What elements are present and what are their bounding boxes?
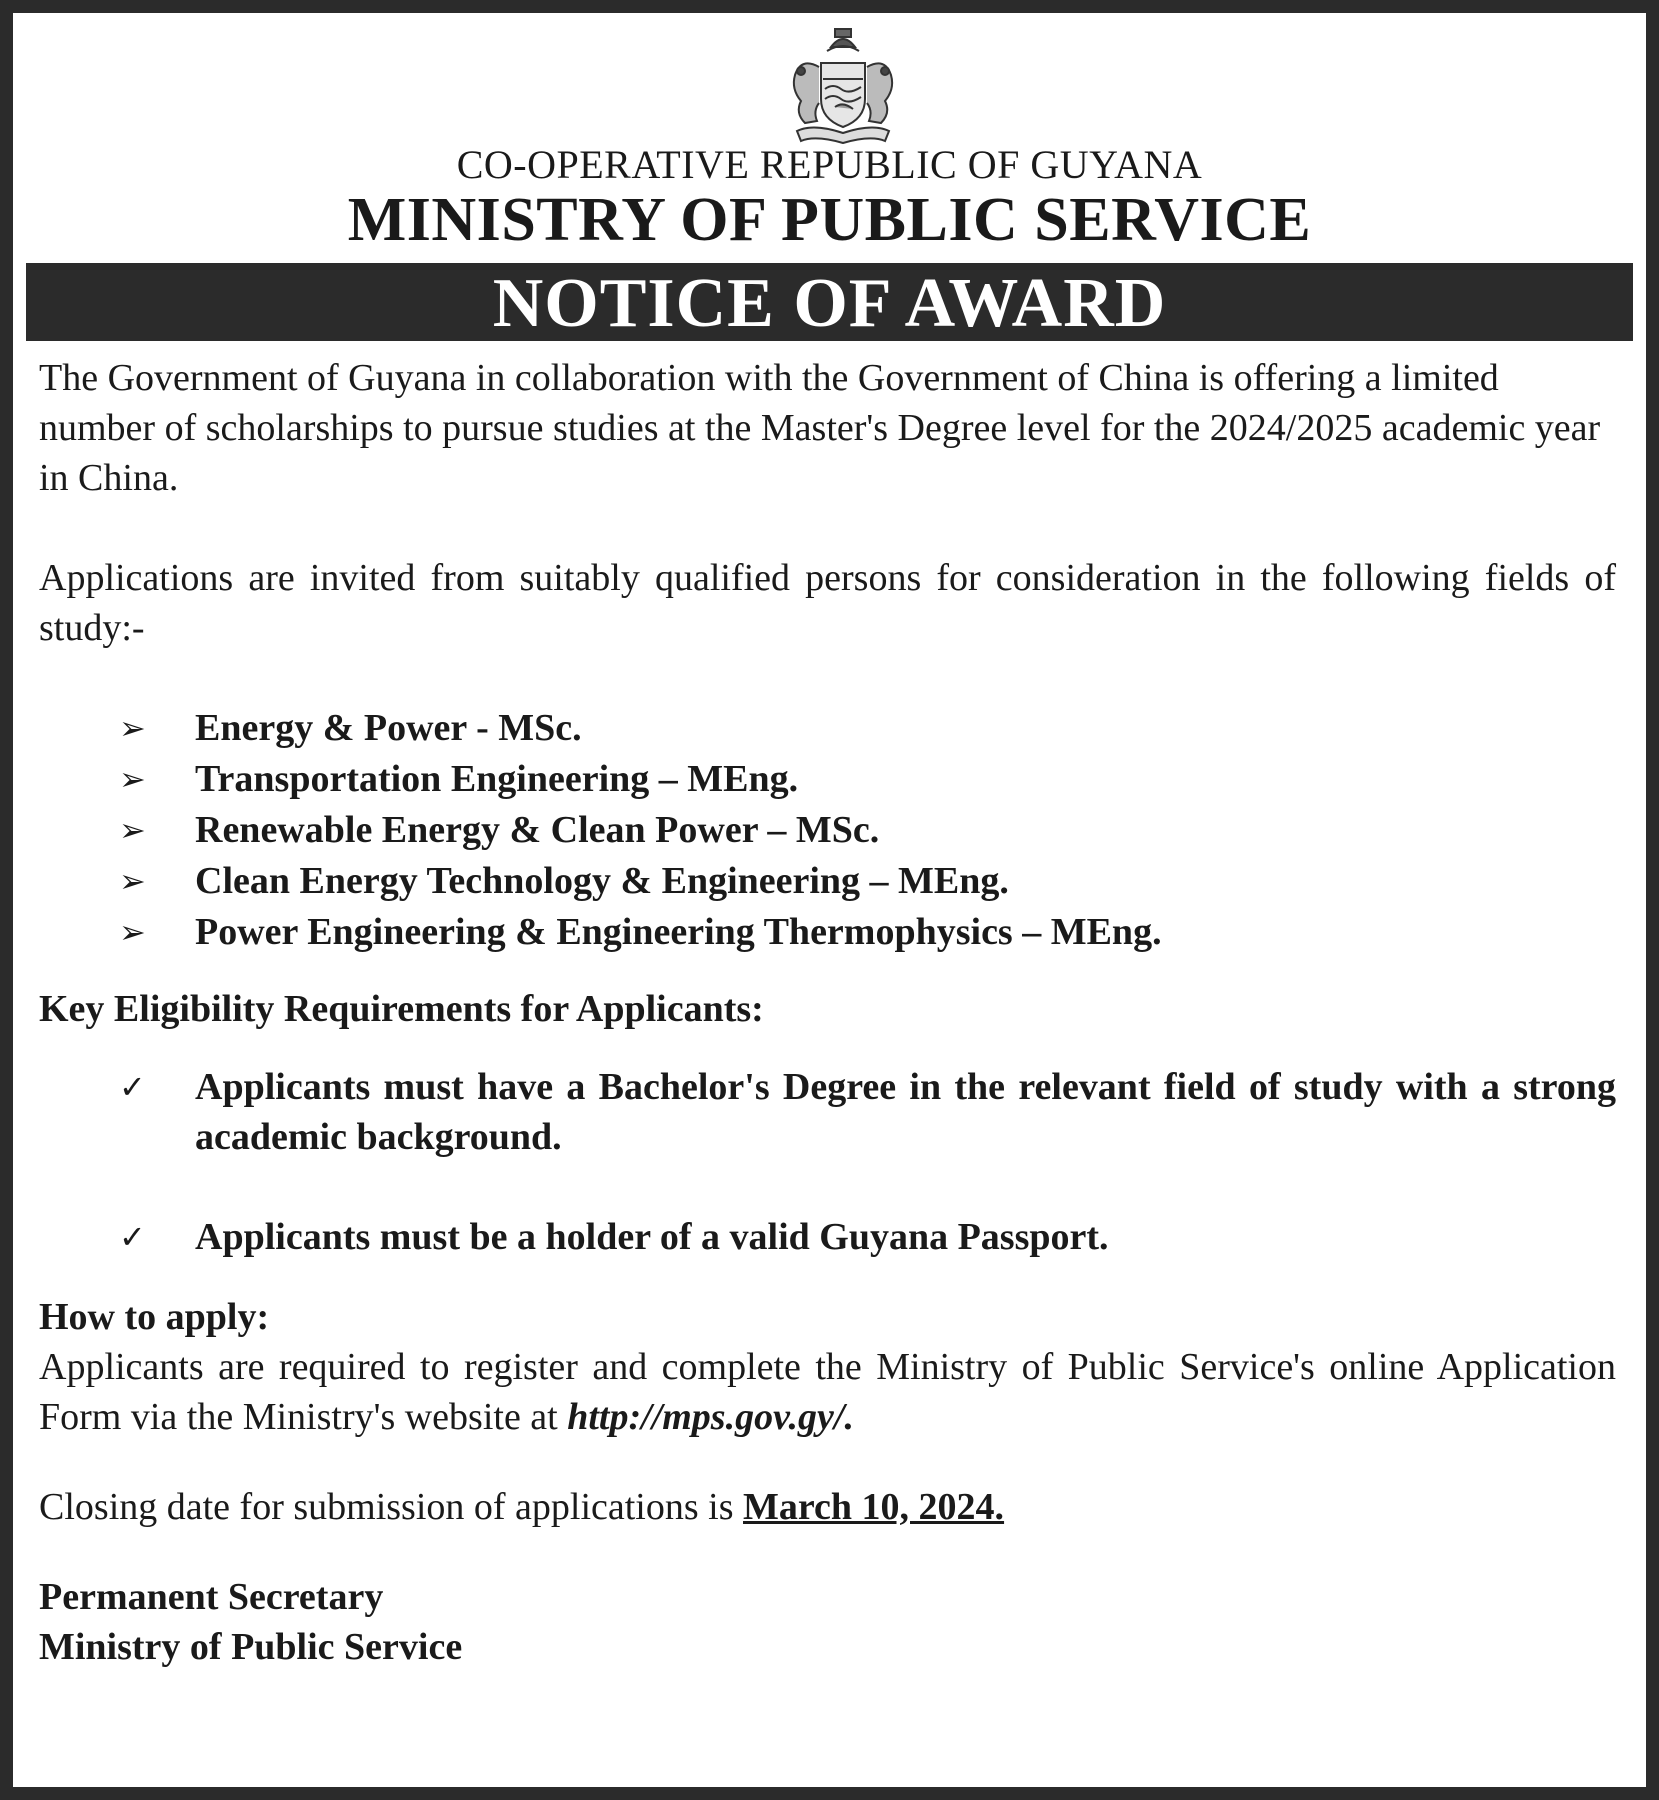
arrow-bullet-icon: ➢ — [119, 914, 146, 950]
signature-ministry: Ministry of Public Service — [39, 1626, 463, 1668]
country-name: CO-OPERATIVE REPUBLIC OF GUYANA — [456, 142, 1203, 187]
checkmark-icon: ✓ — [119, 1069, 146, 1105]
signature-title: Permanent Secretary — [39, 1576, 384, 1618]
applications-paragraph: Applications are invited from suitably qualified persons for consideration in the following fields of study:- — [39, 557, 1616, 649]
arrow-bullet-icon: ➢ — [119, 812, 146, 848]
notice-banner — [26, 263, 1633, 341]
website-link[interactable]: http://mps.gov.gy/. — [567, 1396, 854, 1438]
intro-paragraph: The Government of Guyana in collaboration with the Government of China is offering a limited number of scholarships to pursue studies at the Master's Degree level for the 2024/2025 academic year in China. — [39, 357, 1601, 499]
fields-list — [39, 703, 1616, 958]
closing-paragraph: Closing date for submission of applications is March 10, 2024. — [39, 1486, 1005, 1528]
list-item: ➢ Transportation Engineering – MEng. — [39, 754, 1616, 805]
notice-header — [13, 13, 1646, 263]
list-item: ✓ Applicants must have a Bachelor's Degree in the relevant field of study with a strong academic background. — [39, 1062, 1616, 1162]
coat-of-arms-icon — [783, 27, 903, 145]
list-item: ➢ Power Engineering & Engineering Thermophysics – MEng. — [39, 907, 1616, 958]
checkmark-icon: ✓ — [119, 1219, 146, 1255]
closing-date: March 10, 2024. — [743, 1486, 1005, 1528]
how-to-apply-heading: How to apply: — [39, 1296, 270, 1338]
eligibility-list — [39, 1062, 1616, 1262]
list-item: ➢ Renewable Energy & Clean Power – MSc. — [39, 805, 1616, 856]
list-item: ✓ Applicants must be a holder of a valid Guyana Passport. — [39, 1212, 1616, 1262]
notice-body — [39, 353, 1616, 1672]
arrow-bullet-icon: ➢ — [119, 863, 146, 899]
eligibility-heading: Key Eligibility Requirements for Applicants: — [39, 988, 764, 1030]
arrow-bullet-icon: ➢ — [119, 761, 146, 797]
arrow-bullet-icon: ➢ — [119, 710, 146, 746]
list-item: ➢ Energy & Power - MSc. — [39, 703, 1616, 754]
notice-title: NOTICE OF AWARD — [492, 265, 1167, 342]
how-to-apply-paragraph: Applicants are required to register and complete the Ministry of Public Service's online Application Form via the Ministry's website at http://mps.gov.gy/. — [39, 1346, 1616, 1438]
ministry-name: MINISTRY OF PUBLIC SERVICE — [347, 186, 1312, 254]
list-item: ➢ Clean Energy Technology & Engineering – MEng. — [39, 856, 1616, 907]
